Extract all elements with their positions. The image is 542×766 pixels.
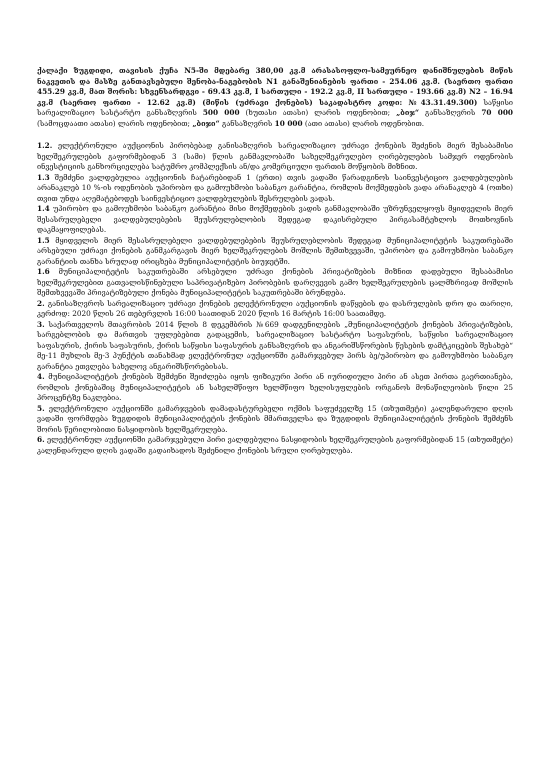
clause-number: 3. (37, 319, 45, 329)
bid-step-amount: 70 000 (481, 108, 513, 118)
clauses-section (37, 141, 513, 456)
intro-text-6: (ათი ათასი) ლარის ოდენობით. (302, 118, 425, 128)
clause-number: 1.3 (37, 172, 50, 182)
clause-text: საქართველოს მთავრობის 2014 წლის 8 დეკემბრის №669 დადგენილების „მუნიციპალიტეტის ქონების პრივატიზების, სარგებლობის და მართვის უფლებებით გადაცემის, სარეალიზაციო სასტარტო საფასურის, საწყისი სარეალიზაციო საფასურის, ქირის საფასურის, ქირის საწყისი საფასურის განსაზღვრის და ანგარიშსწორების წესების დამტკიცების შესახებ“ მე-11 მუხლის მე-3 პუნქტის თანახმად ელექტრონულ აუქციონში გამარჯვებულ პირს ბე/უპირობო და გამოუხმობი საბანკო გარანტია ეთვლება სახელოვ ანგარიშსწორებისას. (37, 319, 513, 371)
clause-text: შემძენი ვალდებულია აუქციონის ჩატარებიდან 1 (ერთი) თვის ვადაში წარადგინოს საინვესტიციო ვალდებულების არანაკლებ 10 %-ის ოდენობის უპირობო და გამოუხმობი საბანკო გარანტია, რომლის მოქმედების ვადა არანაკლებ 4 (ოთხი) თვით უნდა აღემატებოდეს საინვესტიციო ვალდებულების შესრულების ვადას. (37, 172, 513, 203)
clause (37, 267, 513, 299)
clause-text: ელექტრონულ აუქციონში გამარჯვებული პირი ვალდებულია ნასყიდობის ხელშეკრულების გაფორმებიდან 15 (თხუთმეტი) კალენდარული დღის ვადაში გადაიხადოს შეძენილი ქონების სრული ღირებულება. (37, 435, 513, 455)
clause (37, 404, 513, 436)
intro-text-2: (ხუთასი ათასი) ლარის ოდენობით; (239, 108, 397, 118)
clause-text: ელექტრონული აუქციონის პირობებად განისაზღვრის სარეალიზაციო უძრავი ქონების შეძენის მიერ შესაბამისი ხელშეკრულების გაფორმებიდან 3 (სამი) წლის განმავლობაში სახელშეკრულებო ღირებულების სამჯერ ოდენობის ინვესტიციის განხორციელება სატუმრო კომპლექსის ან/და კომერციული ფართის მოწყობის მიზნით. (37, 141, 513, 172)
clause-text: განისაზღვროს სარეალიზაციო უძრავი ქონების ელექტრონული აუქციონის დაწყების და დასრულების დრო და თარიღი, კერძოდ: 2020 წლის 26 თებერვლის 16:00 საათიდან 2020 წლის 16 მარტის 16:00 საათამდე. (37, 298, 513, 319)
clause (37, 435, 513, 456)
clause (37, 204, 513, 236)
clause-text: უპირობო და გამოუხმობი საბანკო გარანტია მისი მოქმედების ვადის განმავლობაში უზრუნველყოფს მყიდველის მიერ შესასრულებელი ვალდებულებების შეუსრულებლობის შედეგად დაკისრებული პირგასამტეხლოს მოთხოვნის დაკმაყოფილებას. (37, 204, 513, 235)
clause (37, 236, 513, 268)
clause-number: 1.6 (37, 267, 50, 277)
bid-step-label: „ბიჯ“ (396, 108, 420, 118)
deposit-amount: 10 000 (274, 118, 303, 128)
clause (37, 320, 513, 373)
intro-paragraph (37, 66, 513, 129)
clause (37, 141, 513, 173)
intro-text-3: განსაზღვრის (419, 108, 482, 118)
clause-number: 1.4 (37, 204, 50, 214)
clause-number: 2. (37, 298, 45, 308)
clause (37, 299, 513, 320)
property-description: ქალაქი ზუგდიდი, თავისის ქუჩა N5-ში მდებარე 380,00 კვ.მ არასასოფლო-სამეურნეო დანიშნულების მიწის ნაკვეთის და მასზე განთავსებული შენობა-ნაგებობის N1 განაშენიანების ფართი - 254.06 კვ.მ. (საერთო ფართი 455.29 კვ.მ, მათ შორის: სხვენსარდგვი - 69.43 კვ.მ, I სართული - 192.2 კვ.მ, II სართული - 193.66 კვ.მ) N2 – 16.94 კვ.მ (საერთო ფართი - 12.62 კვ.მ) (მიწის (უძრავი ქონების) საკადასტრო კოდი: №43.31.49.300) (37, 66, 513, 107)
clause-number: 5. (37, 403, 45, 413)
intro-text-4: (სამოცდაათი ათასი) ლარის ოდენობით; (37, 118, 193, 128)
clause-text: მყიდველის მიერ შესასრულებელი ვალდებულებების შეუსრულებლობის შედეგად მუნიციპალიტეტის საკუთრებაში არსებული უძრავი ქონების განმკარგავის მიერ ხელშეკრულების მოშლის შემთხვევაში, უპირობო და გამოუხმობი საბანკო გარანტიის თანხა სრულად ირიცხება მუნიციპალიტეტის ბიუჯეტში. (37, 235, 513, 266)
document-page (37, 66, 513, 456)
intro-text-5: განსაზღვრის (219, 118, 275, 128)
clause-number: 6. (37, 435, 45, 445)
clause-text: მუნიციპალიტეტის საკუთრებაში არსებული უძრავი ქონების პრივატიზების მიზნით დადებული შესაბამისი ხელშეკრულებით გათვალისწინებული საპრივატიზებო პირობების დარღვევის გამო ხელშეკრულების ცალმხრივად მოშლის შემთხვევაში პრივატიზებული ქონება მუნიციპალიტეტის საკუთრებაში ბრუნდება. (37, 267, 513, 298)
clause (37, 372, 513, 404)
clause-number: 1.5 (37, 235, 50, 245)
clause-number: 4. (37, 372, 45, 382)
intro-text-1: საწყისი სარეალიზაციო სასტარტო განსაზღვრის (37, 97, 513, 118)
clause (37, 173, 513, 205)
clause-text: მუნიციპალიტეტის ქონების შემძენი შეიძლება იყოს ფიზიკური პირი ან იურიდიული პირი ან ასეთ პირთა გაერთიანება, რომლის ქონებაშიც მუნიციპალიტეტის ან სახელმწიფო ხელმწიფო ხელისუფლების ორგანოს მონაწილეობის წილი 25 პროცენტზე ნაკლებია. (37, 372, 513, 403)
deposit-label: „ბიჯი“ (192, 118, 220, 128)
start-price: 500 000 (202, 108, 240, 118)
clause-number: 1.2. (37, 141, 53, 151)
clause-text: ელექტრონული აუქციონში გამარჯვების დამადასტურებელი ოქმის საფუძველზე 15 (თხუთმეტი) კალენდარული დღის ვადაში ფორმდება ზუგდიდის მუნიციპალიტეტის ქონების მმართველსა და ზუგდიდის მუნიციპალიტეტის ქონების შემძენს შორის წერილობითი ნასყიდობის ხელშეკრულება. (37, 403, 513, 434)
